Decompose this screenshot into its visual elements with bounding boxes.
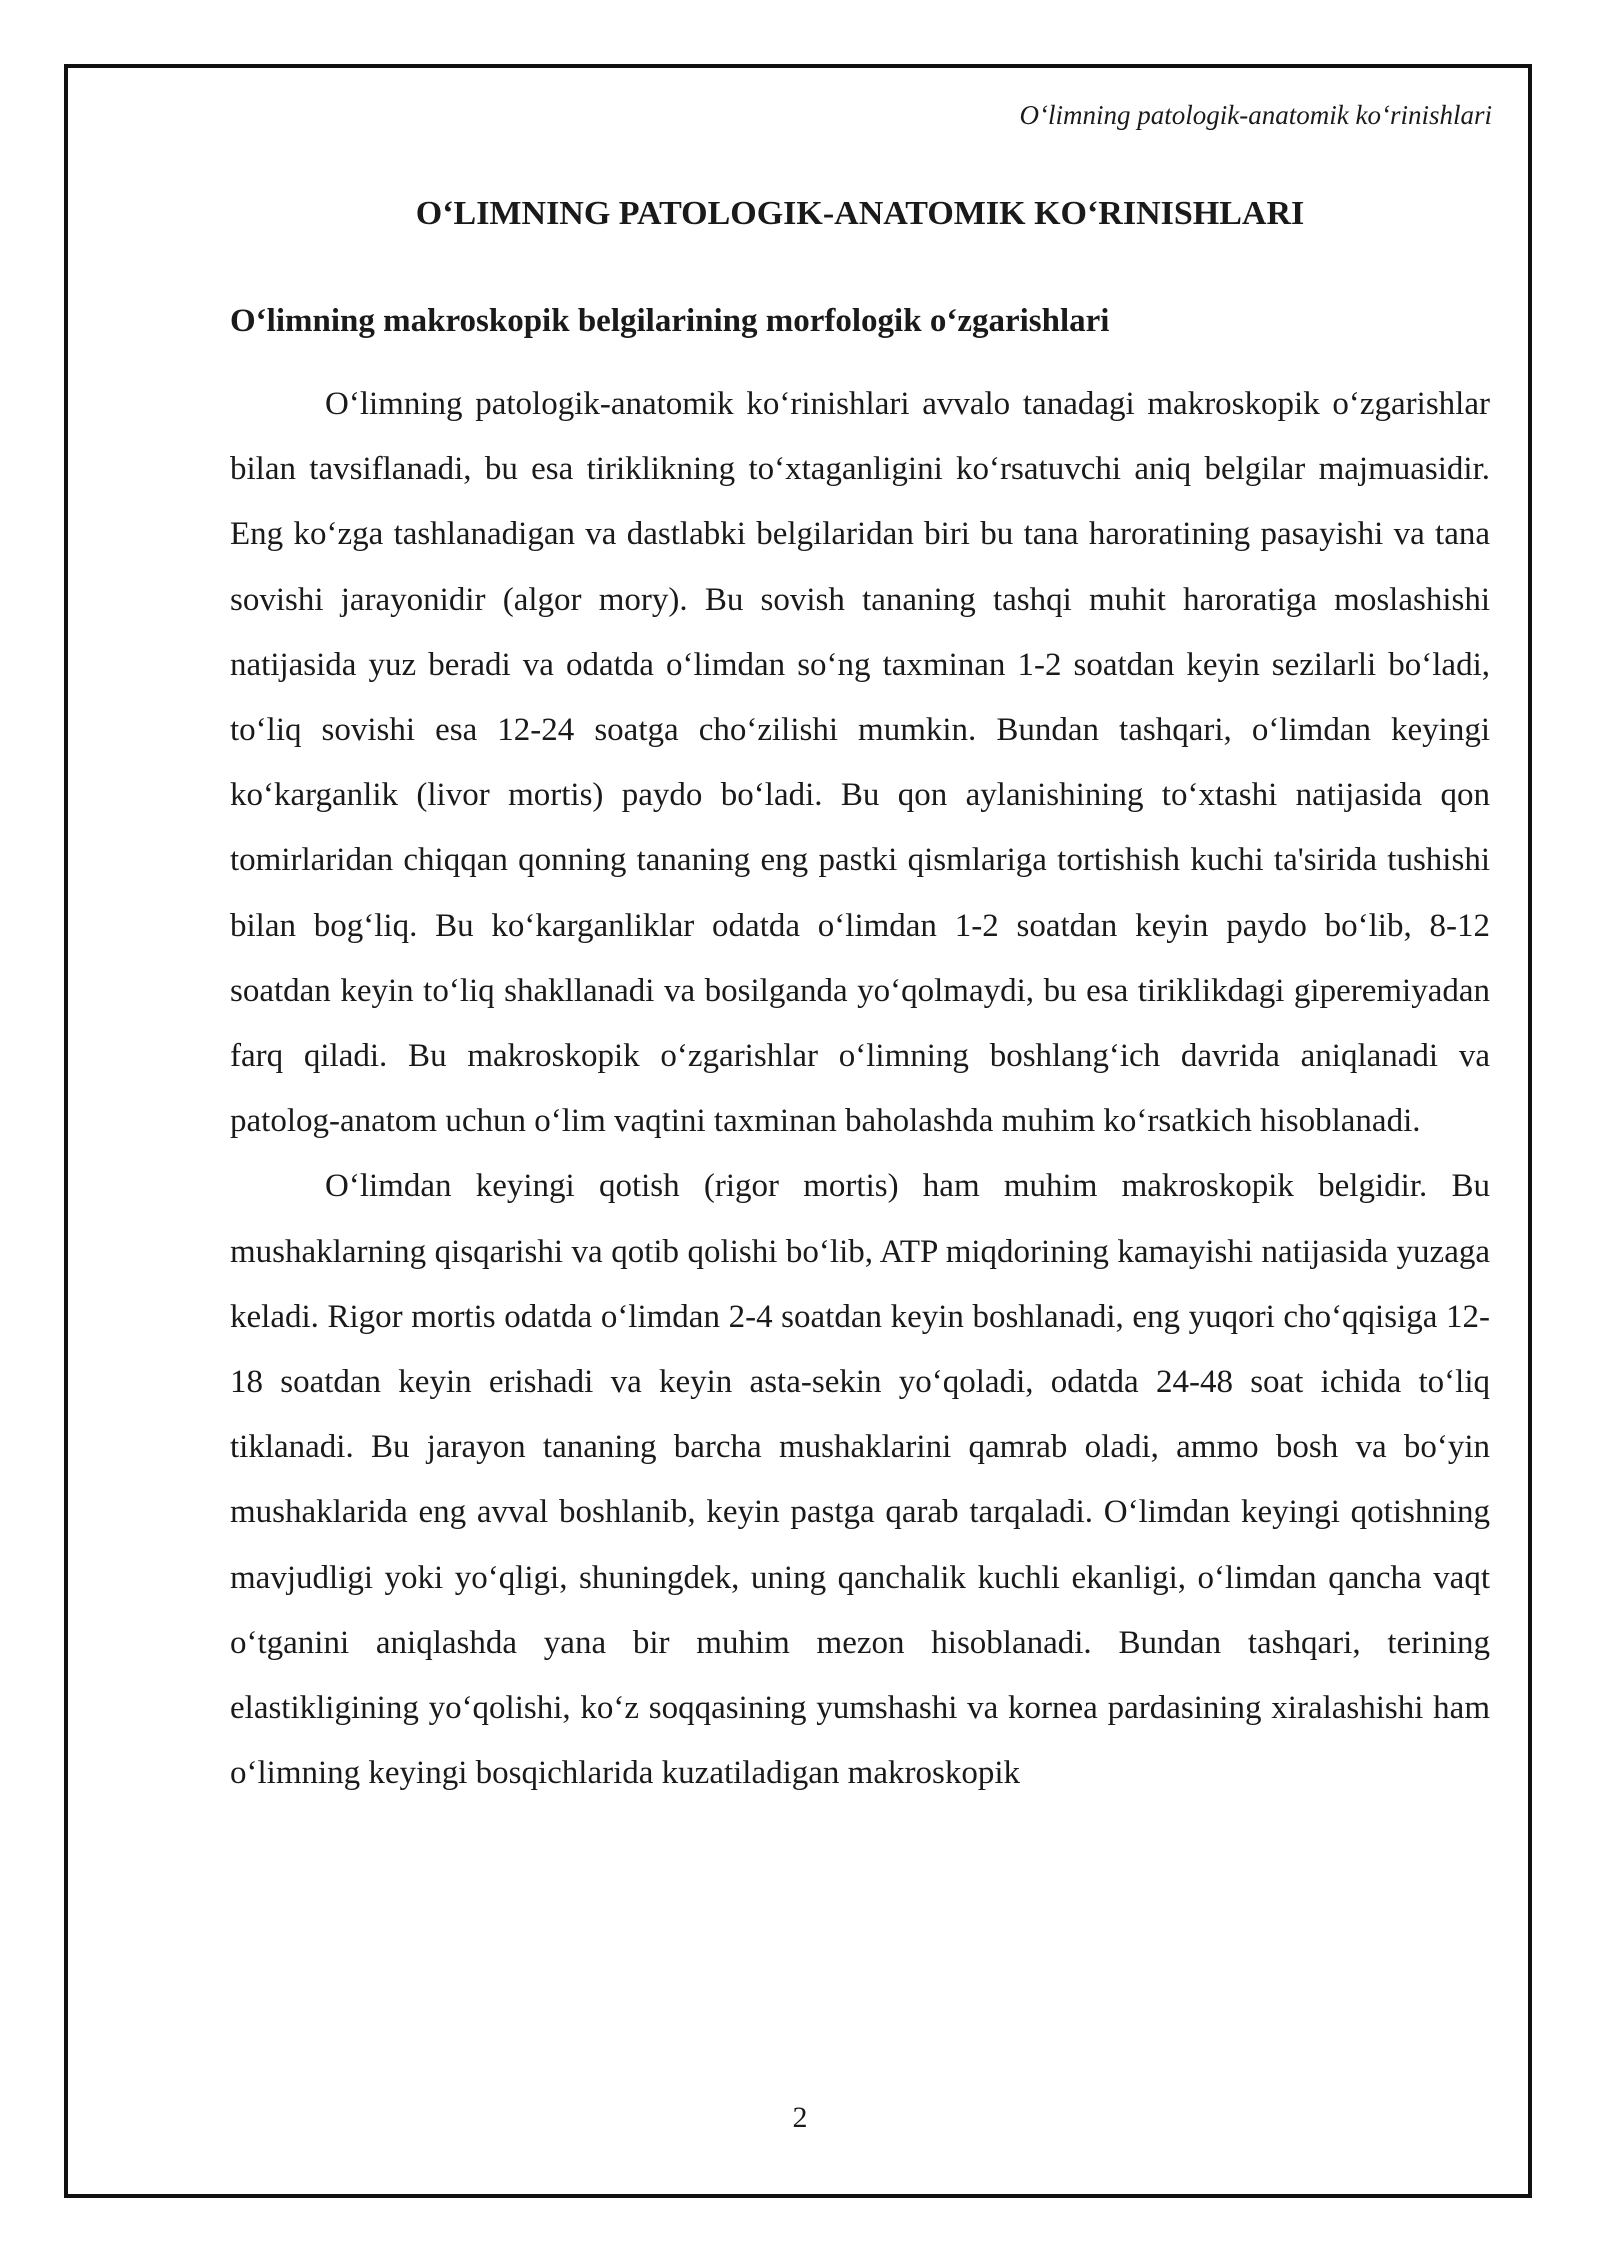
section-heading: O‘limning makroskopik belgilarining morfologik o‘zgarishlari (230, 303, 1110, 339)
running-header: O‘limning patologik-anatomik ko‘rinishlari (1019, 100, 1492, 130)
page-number: 2 (792, 2101, 808, 2134)
page-title: O‘LIMNING PATOLOGIK-ANATOMIK KO‘RINISHLARI (415, 195, 1305, 232)
body-text (230, 372, 1490, 1806)
paragraph-2: O‘limdan keyingi qotish (rigor mortis) ham muhim makroskopik belgidir. Bu mushaklarning qisqarishi va qotib qolishi bo‘lib, ATP miqdorining kamayishi natijasida yuzaga keladi. Rigor mortis odatda o‘limdan 2-4 soatdan keyin boshlanadi, eng yuqori cho‘qqisiga 12-18 soatdan keyin erishadi va keyin asta-sekin yo‘qoladi, odatda 24-48 soat ichida to‘liq tiklanadi. Bu jarayon tananing barcha mushaklarini qamrab oladi, ammo bosh va bo‘yin mushaklarida eng avval boshlanib, keyin pastga qarab tarqaladi. O‘limdan keyingi qotishning mavjudligi yoki yo‘qligi, shuningdek, uning qanchalik kuchli ekanligi, o‘limdan qancha vaqt o‘tganini aniqlashda yana bir muhim mezon hisoblanadi. Bundan tashqari, terining elastikligining yo‘qolishi, ko‘z soqqasining yumshashi va kornea pardasining xiralashishi ham o‘limning keyingi bosqichlarida kuzatiladigan makroskopik (230, 1168, 1490, 1792)
paragraph-1: O‘limning patologik-anatomik ko‘rinishlari avvalo tanadagi makroskopik o‘zgarishlar bilan tavsiflanadi, bu esa tiriklikning to‘xtaganligini ko‘rsatuvchi aniq belgilar majmuasidir. Eng ko‘zga tashlanadigan va dastlabki belgilaridan biri bu tana haroratining pasayishi va tana sovishi jarayonidir (algor mory). Bu sovish tananing tashqi muhit haroratiga moslashishi natijasida yuz beradi va odatda o‘limdan so‘ng taxminan 1-2 soatdan keyin sezilarli bo‘ladi, to‘liq sovishi esa 12-24 soatga cho‘zilishi mumkin. Bundan tashqari, o‘limdan keyingi ko‘karganlik (livor mortis) paydo bo‘ladi. Bu qon aylanishining to‘xtashi natijasida qon tomirlaridan chiqqan qonning tananing eng pastki qismlariga tortishish kuchi ta'sirida tushishi bilan bog‘liq. Bu ko‘karganliklar odatda o‘limdan 1-2 soatdan keyin paydo bo‘lib, 8-12 soatdan keyin to‘liq shakllanadi va bosilganda yo‘qolmaydi, bu esa tiriklikdagi giperemiyadan farq qiladi. Bu makroskopik o‘zgarishlar o‘limning boshlang‘ich davrida aniqlanadi va patolog-anatom uchun o‘lim vaqtini taxminan baholashda muhim ko‘rsatkich hisoblanadi. (230, 386, 1490, 1140)
